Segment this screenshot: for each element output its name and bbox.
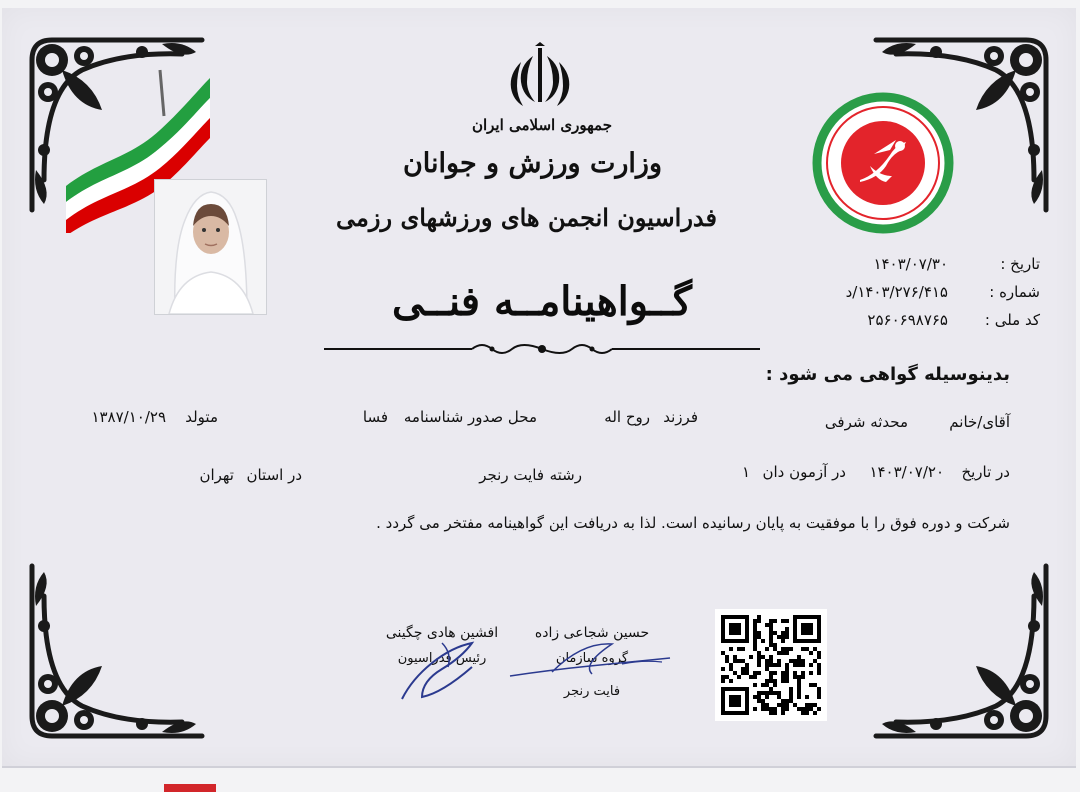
qr-code (715, 609, 827, 721)
intro-text: بدینوسیله گواهی می شود : (765, 364, 1010, 385)
iran-emblem-icon (505, 42, 575, 112)
father-value: روح اله (604, 408, 650, 426)
exam-date-value: ۱۴۰۳/۰۷/۲۰ (869, 463, 944, 481)
signature-scribble-1 (502, 628, 682, 688)
divider-ornament-icon (322, 338, 762, 360)
number-value: ۱۴۰۳/۲۷۶/۴۱۵/د (845, 283, 948, 301)
number-label: شماره : (989, 283, 1040, 301)
exam-date-label: در تاریخ (961, 463, 1010, 481)
name-value: محدثه شرفی (824, 413, 908, 431)
republic-name: جمهوری اسلامی ایران (471, 116, 612, 134)
federation-logo-icon (810, 90, 956, 236)
signature-name-2: افشین هادی چگینی (385, 625, 499, 641)
signature-role-1: گروه سازمان (555, 651, 629, 666)
certificate-title: گــواهینامــه فنــی (392, 278, 692, 325)
certificate-sheet (2, 8, 1076, 768)
closing-text: شرکت و دوره فوق را با موفقیت به پایان رسانیده است. لذا به دریافت این گواهینامه مفتخر می گردد . (376, 514, 1010, 532)
signature-scribble-2 (382, 633, 492, 703)
ministry-name: وزارت ورزش و جوانان (402, 148, 662, 179)
birthplace-value: فسا (362, 408, 388, 426)
qr-code-icon (715, 609, 827, 721)
exam-label: در آزمون دان (762, 463, 846, 481)
field-label: رشته (549, 466, 582, 484)
national-id-label: کد ملی : (984, 311, 1040, 329)
province-value: تهران (199, 466, 234, 484)
father-label: فرزند (663, 408, 698, 426)
person-photo-icon (155, 180, 266, 314)
corner-ornament-icon (866, 556, 1056, 746)
profile-photo (154, 179, 267, 315)
province-label: در استان (246, 466, 302, 484)
birth-value: ۱۳۸۷/۱۰/۲۹ (91, 408, 166, 426)
date-label: تاریخ : (1000, 255, 1040, 273)
federation-name: فدراسیون انجمن های ورزشهای رزمی (336, 203, 717, 232)
federation-logo (810, 90, 956, 236)
signature-role2-1: فایت رنجر (563, 684, 621, 699)
national-id-value: ۲۵۶۰۶۹۸۷۶۵ (867, 311, 948, 329)
name-label: آقای/خانم (949, 413, 1010, 431)
field-value: فایت رنجر (479, 466, 544, 484)
corner-ornament-icon (22, 556, 212, 746)
exam-value: ۱ (741, 463, 750, 481)
date-value: ۱۴۰۳/۰۷/۳۰ (873, 255, 948, 273)
red-tab (164, 784, 216, 792)
signature-name-1: حسین شجاعی زاده (534, 625, 650, 641)
birth-label: متولد (185, 408, 218, 426)
birthplace-label: محل صدور شناسنامه (403, 408, 537, 426)
signature-role-2: رئیس فدراسیون (397, 651, 487, 666)
